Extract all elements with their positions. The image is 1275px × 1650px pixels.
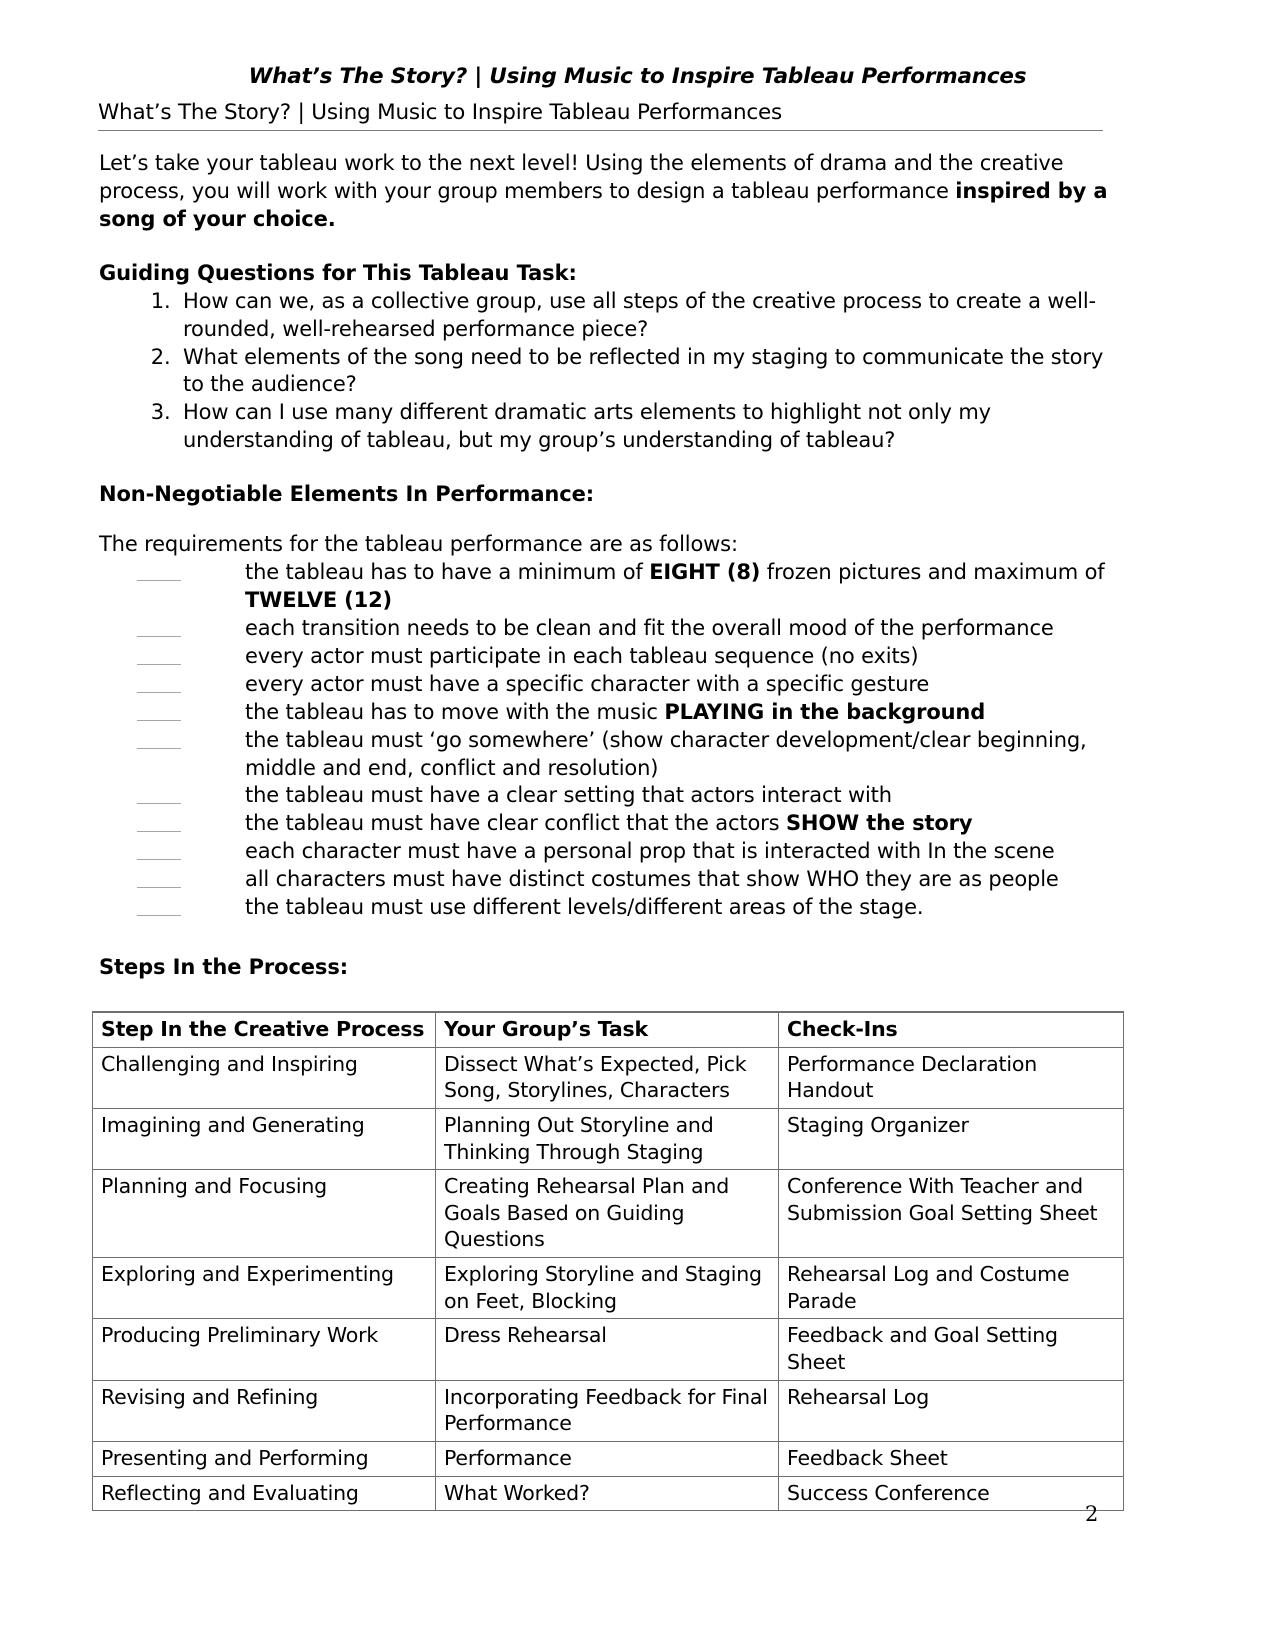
- guiding-questions-heading: Guiding Questions for This Tableau Task:: [99, 260, 577, 285]
- requirement-text-pre: the tableau must have clear conflict that the actors: [245, 811, 786, 836]
- requirement-text-bold: EIGHT (8): [649, 560, 761, 585]
- column-header-checkins: Check-Ins: [779, 1012, 1124, 1047]
- cell-checkin: Feedback Sheet: [779, 1441, 1124, 1476]
- cell-checkin: Rehearsal Log: [779, 1380, 1124, 1441]
- requirements-list: [99, 559, 1119, 922]
- requirement-row: [99, 810, 1119, 838]
- requirements-lead-in: The requirements for the tableau performance are as follows:: [99, 532, 738, 557]
- cell-checkin: Conference With Teacher and Submission Goal Setting Sheet: [779, 1170, 1124, 1258]
- cell-step: Revising and Refining: [93, 1380, 436, 1441]
- spacer: [99, 234, 1119, 260]
- process-table: [92, 1011, 1124, 1511]
- table-row: [93, 1441, 1124, 1476]
- list-item: 3. How can I use many different dramatic arts elements to highlight not only my understanding of tableau, but my group’s understanding of tableau?: [177, 399, 1119, 455]
- list-item: 1. How can we, as a collective group, use all steps of the creative process to create a well-rounded, well-rehearsed performance piece?: [177, 288, 1119, 344]
- intro-text-bold: inspired by a song of your choice.: [99, 178, 1108, 231]
- cell-task: Planning Out Storyline and Thinking Through Staging: [436, 1108, 779, 1169]
- non-negotiable-heading: Non-Negotiable Elements In Performance:: [99, 482, 595, 507]
- cell-task: Dress Rehearsal: [436, 1319, 779, 1380]
- cell-task: Incorporating Feedback for Final Performance: [436, 1380, 779, 1441]
- cell-checkin: Rehearsal Log and Costume Parade: [779, 1258, 1124, 1319]
- requirement-row: [99, 615, 1119, 643]
- requirement-text-bold: PLAYING in the background: [664, 699, 986, 724]
- document-body: [99, 150, 1119, 922]
- requirement-row: [99, 727, 1119, 783]
- cell-task: Creating Rehearsal Plan and Goals Based on Guiding Questions: [436, 1170, 779, 1258]
- table-row: [93, 1170, 1124, 1258]
- requirement-row: [99, 838, 1119, 866]
- document-header-title: What’s The Story? | Using Music to Inspire Tableau Performances: [98, 100, 1103, 131]
- blank-line[interactable]: [137, 720, 181, 721]
- cell-checkin: Feedback and Goal Setting Sheet: [779, 1319, 1124, 1380]
- requirement-text-pre: the tableau must ‘go somewhere’ (show character development/clear beginning, middle and end, conflict and resolution): [245, 727, 1087, 780]
- cell-step: Producing Preliminary Work: [93, 1319, 436, 1380]
- blank-line[interactable]: [137, 748, 181, 749]
- requirement-text-pre: all characters must have distinct costumes that show WHO they are as people: [245, 867, 1059, 892]
- column-header-step: Step In the Creative Process: [93, 1012, 436, 1047]
- spacer: [99, 509, 1119, 531]
- requirement-row: [99, 894, 1119, 922]
- requirement-text-pre: every actor must have a specific character with a specific gesture: [245, 671, 930, 696]
- requirement-text-bold-2: TWELVE (12): [245, 587, 393, 612]
- column-header-task: Your Group’s Task: [436, 1012, 779, 1047]
- cell-step: Presenting and Performing: [93, 1441, 436, 1476]
- blank-line[interactable]: [137, 664, 181, 665]
- table-row: [93, 1258, 1124, 1319]
- list-item: 2. What elements of the song need to be reflected in my staging to communicate the story to the audience?: [177, 344, 1119, 400]
- requirement-text-pre: the tableau has to have a minimum of: [245, 560, 650, 585]
- spacer: [99, 455, 1119, 481]
- intro-text: Let’s take your tableau work to the next level! Using the elements of drama and the creative process, you will work with your group members to design a tableau performance: [99, 151, 1064, 203]
- requirement-text-pre: every actor must participate in each tableau sequence (no exits): [245, 643, 919, 668]
- requirement-row: [99, 866, 1119, 894]
- intro-paragraph: [99, 150, 1119, 234]
- table-row: [93, 1319, 1124, 1380]
- table-row: [93, 1380, 1124, 1441]
- page-number: 2: [1085, 1502, 1099, 1526]
- requirement-text-pre: the tableau must have a clear setting that actors interact with: [245, 783, 892, 808]
- table-row: [93, 1476, 1124, 1511]
- blank-line[interactable]: [137, 915, 181, 916]
- requirement-text-mid: frozen pictures and maximum of: [760, 560, 1105, 585]
- table-header-row: [93, 1012, 1124, 1047]
- guiding-questions-list: [99, 288, 1119, 456]
- cell-task: Exploring Storyline and Staging on Feet, Blocking: [436, 1258, 779, 1319]
- blank-line[interactable]: [137, 887, 181, 888]
- blank-line[interactable]: [137, 831, 181, 832]
- blank-line[interactable]: [137, 803, 181, 804]
- requirement-row: [99, 782, 1119, 810]
- blank-line[interactable]: [137, 636, 181, 637]
- cell-task: Performance: [436, 1441, 779, 1476]
- table-row: [93, 1108, 1124, 1169]
- requirement-text-pre: the tableau must use different levels/different areas of the stage.: [245, 895, 924, 920]
- cell-task: What Worked?: [436, 1476, 779, 1511]
- cell-task: Dissect What’s Expected, Pick Song, Storylines, Characters: [436, 1047, 779, 1108]
- blank-line[interactable]: [137, 859, 181, 860]
- cell-checkin: Staging Organizer: [779, 1108, 1124, 1169]
- cell-checkin: Success Conference: [779, 1476, 1124, 1511]
- cell-checkin: Performance Declaration Handout: [779, 1047, 1124, 1108]
- requirement-row: [99, 671, 1119, 699]
- table-row: [93, 1047, 1124, 1108]
- requirement-row: [99, 559, 1119, 615]
- cell-step: Challenging and Inspiring: [93, 1047, 436, 1108]
- blank-line[interactable]: [137, 692, 181, 693]
- cell-step: Exploring and Experimenting: [93, 1258, 436, 1319]
- requirement-text-bold: SHOW the story: [785, 811, 973, 836]
- blank-line[interactable]: [137, 580, 181, 581]
- steps-in-process-heading: Steps In the Process:: [99, 955, 349, 979]
- requirement-row: [99, 643, 1119, 671]
- cell-step: Imagining and Generating: [93, 1108, 436, 1169]
- cell-step: Planning and Focusing: [93, 1170, 436, 1258]
- requirement-row: [99, 699, 1119, 727]
- cell-step: Reflecting and Evaluating: [93, 1476, 436, 1511]
- requirement-text-pre: each transition needs to be clean and fit the overall mood of the performance: [245, 615, 1054, 640]
- requirement-text-pre: the tableau has to move with the music: [245, 699, 665, 724]
- requirement-text-pre: each character must have a personal prop that is interacted with In the scene: [245, 839, 1055, 864]
- running-head: What’s The Story? | Using Music to Inspire Tableau Performances: [248, 64, 1027, 89]
